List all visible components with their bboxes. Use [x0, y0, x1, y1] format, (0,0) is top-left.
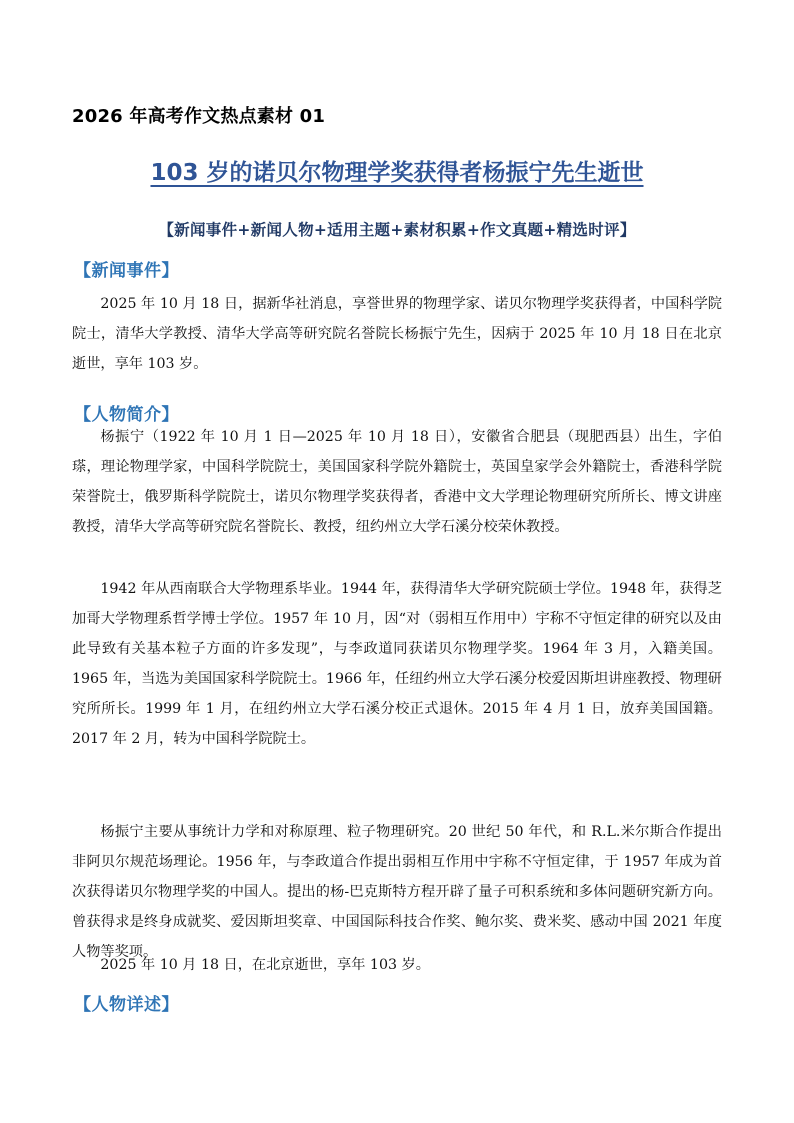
profile-paragraph-3: 杨振宁主要从事统计力学和对称原理、粒子物理研究。20 世纪 50 年代，和 R.L.米尔斯合作提出非阿贝尔规范场理论。1956 年，与李政道合作提出弱相互作用中宇称不守恒定律，于 1957 年成为首次获得诺贝尔物理学奖的中国人。提出的杨-巴克斯特方程开辟了量子可积系统和多体问题研究新方向。曾获得求是终身成就奖、爱因斯坦奖章、中国国际科技合作奖、鲍尔奖、费米奖、感动中国 2021 年度人物等奖项。 [72, 824, 722, 960]
section-heading-profile: 【人物简介】 [74, 405, 179, 425]
section-heading-details: 【人物详述】 [74, 995, 179, 1015]
profile-paragraph-1: 杨振宁（1922 年 10 月 1 日—2025 年 10 月 18 日），安徽省合肥县（现肥西县）出生，字伯瑹，理论物理学家，中国科学院院士，美国国家科学院外籍院士，英国皇家学会外籍院士，香港科学院荣誉院士，俄罗斯科学院院士，诺贝尔物理学奖获得者，香港中文大学理论物理研究所所长、博文讲座教授，清华大学高等研究院名誉院长、教授，纽约州立大学石溪分校荣休教授。 [72, 429, 722, 535]
main-title: 103 岁的诺贝尔物理学奖获得者杨振宁先生逝世 [150, 160, 644, 186]
profile-paragraph-4: 2025 年 10 月 18 日，在北京逝世，享年 103 岁。 [100, 957, 430, 973]
series-title: 2026 年高考作文热点素材 01 [72, 106, 326, 127]
profile-paragraph-2: 1942 年从西南联合大学物理系毕业。1944 年，获得清华大学研究院硕士学位。1948 年，获得芝加哥大学物理系哲学博士学位。1957 年 10 月，因“对（弱相互作用中）宇称不守恒定律的研究以及由此导致有关基本粒子方面的许多发现”，与李政道同获诺贝尔物理学奖。1964 年 3 月，入籍美国。1965 年，当选为美国国家科学院院士。1966 年，任纽约州立大学石溪分校爱因斯坦讲座教授、物理研究所所长。1999 年 1 月，在纽约州立大学石溪分校正式退休。2015 年 4 月 1 日，放弃美国国籍。2017 年 2 月，转为中国科学院院士。 [72, 581, 722, 747]
news-event-paragraph: 2025 年 10 月 18 日，据新华社消息，享誉世界的物理学家、诺贝尔物理学奖获得者，中国科学院院士，清华大学教授、清华大学高等研究院名誉院长杨振宁先生，因病于 2025 年 10 月 18 日在北京逝世，享年 103 岁。 [72, 296, 722, 372]
section-heading-news-event: 【新闻事件】 [74, 261, 179, 281]
tagline: 【新闻事件+新闻人物+适用主题+素材积累+作文真题+精选时评】 [158, 220, 636, 239]
